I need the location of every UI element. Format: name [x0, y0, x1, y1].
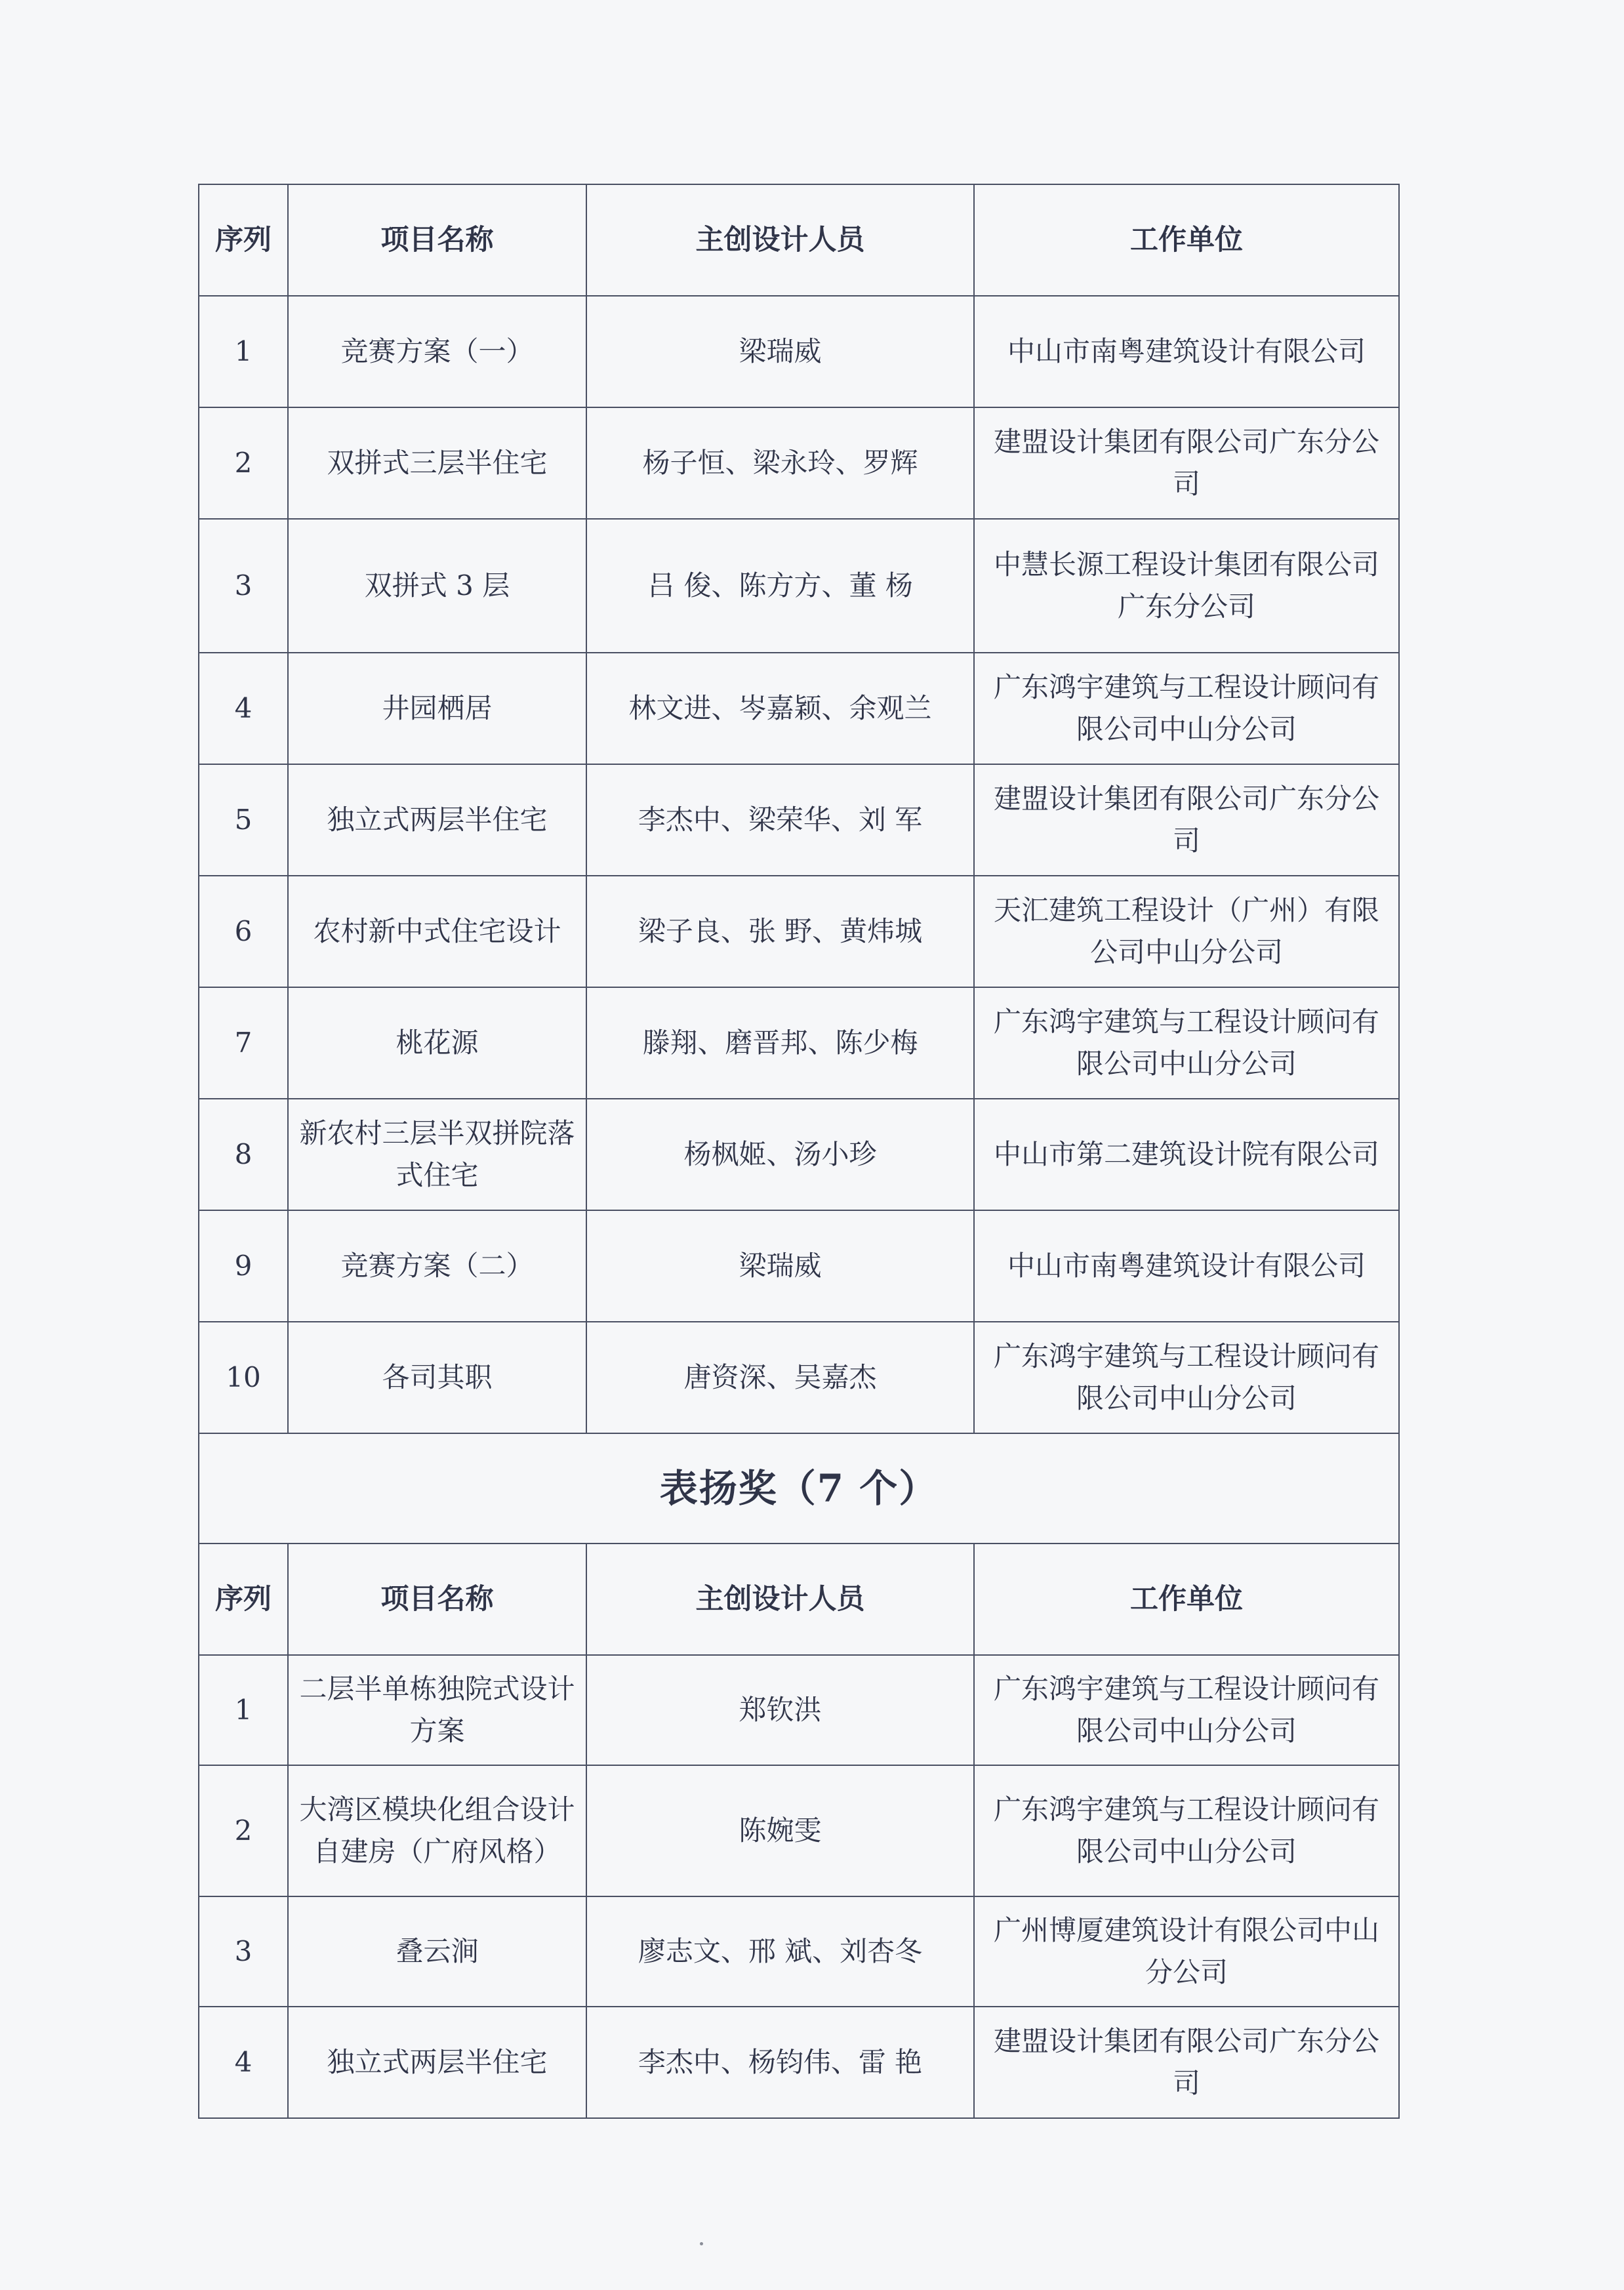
table-row — [199, 653, 1399, 764]
row-unit: 广东鸿宇建筑与工程设计顾问有限公司中山分公司 — [974, 1322, 1399, 1433]
row-seq: 2 — [199, 407, 288, 519]
row-project: 双拼式 3 层 — [288, 519, 586, 653]
row-project: 井园栖居 — [288, 653, 586, 764]
row-unit: 中山市第二建筑设计院有限公司 — [974, 1099, 1399, 1210]
table-row — [199, 1765, 1399, 1896]
row-unit: 广东鸿宇建筑与工程设计顾问有限公司中山分公司 — [974, 653, 1399, 764]
row-seq: 9 — [199, 1210, 288, 1322]
row-project: 双拼式三层半住宅 — [288, 407, 586, 519]
award-table — [198, 184, 1400, 2119]
row-designers: 梁子良、张 野、黄炜城 — [586, 876, 974, 987]
row-project: 各司其职 — [288, 1322, 586, 1433]
row-designers: 唐资深、吴嘉杰 — [586, 1322, 974, 1433]
table-row — [199, 407, 1399, 519]
row-seq: 4 — [199, 653, 288, 764]
row-designers: 林文进、岑嘉颖、余观兰 — [586, 653, 974, 764]
table-row — [199, 987, 1399, 1099]
row-unit: 中山市南粤建筑设计有限公司 — [974, 1210, 1399, 1322]
row-designers: 廖志文、邢 斌、刘杏冬 — [586, 1896, 974, 2007]
table-row — [199, 296, 1399, 407]
table-row — [199, 2007, 1399, 2118]
section-title-row — [199, 1433, 1399, 1544]
table-row — [199, 1099, 1399, 1210]
row-designers: 杨子恒、梁永玲、罗辉 — [586, 407, 974, 519]
table-header-row — [199, 184, 1399, 296]
row-seq: 10 — [199, 1322, 288, 1433]
row-seq: 3 — [199, 519, 288, 653]
row-unit: 建盟设计集团有限公司广东分公司 — [974, 764, 1399, 876]
row-designers: 杨枫姬、汤小珍 — [586, 1099, 974, 1210]
row-unit: 中山市南粤建筑设计有限公司 — [974, 296, 1399, 407]
scan-speck — [700, 2242, 703, 2245]
row-project: 新农村三层半双拼院落式住宅 — [288, 1099, 586, 1210]
row-project: 农村新中式住宅设计 — [288, 876, 586, 987]
header-project: 项目名称 — [288, 1544, 586, 1655]
row-seq: 6 — [199, 876, 288, 987]
row-seq: 3 — [199, 1896, 288, 2007]
row-seq: 1 — [199, 1655, 288, 1765]
row-seq: 2 — [199, 1765, 288, 1896]
row-seq: 4 — [199, 2007, 288, 2118]
row-designers: 李杰中、梁荣华、刘 军 — [586, 764, 974, 876]
table-row — [199, 1896, 1399, 2007]
row-designers: 吕 俊、陈方方、董 杨 — [586, 519, 974, 653]
row-project: 独立式两层半住宅 — [288, 2007, 586, 2118]
row-designers: 陈婉雯 — [586, 1765, 974, 1896]
table-row — [199, 1322, 1399, 1433]
table-row — [199, 876, 1399, 987]
row-unit: 广东鸿宇建筑与工程设计顾问有限公司中山分公司 — [974, 1655, 1399, 1765]
table-header-row — [199, 1544, 1399, 1655]
row-unit: 建盟设计集团有限公司广东分公司 — [974, 2007, 1399, 2118]
row-unit: 天汇建筑工程设计（广州）有限公司中山分公司 — [974, 876, 1399, 987]
row-seq: 8 — [199, 1099, 288, 1210]
row-unit: 广东鸿宇建筑与工程设计顾问有限公司中山分公司 — [974, 987, 1399, 1099]
row-designers: 梁瑞威 — [586, 1210, 974, 1322]
section-title: 表扬奖（7 个） — [199, 1433, 1399, 1544]
row-unit: 中慧长源工程设计集团有限公司广东分公司 — [974, 519, 1399, 653]
header-seq: 序列 — [199, 184, 288, 296]
row-seq: 5 — [199, 764, 288, 876]
row-project: 二层半单栋独院式设计方案 — [288, 1655, 586, 1765]
row-project: 独立式两层半住宅 — [288, 764, 586, 876]
row-project: 大湾区模块化组合设计自建房（广府风格） — [288, 1765, 586, 1896]
row-designers: 李杰中、杨钧伟、雷 艳 — [586, 2007, 974, 2118]
header-project: 项目名称 — [288, 184, 586, 296]
table-row — [199, 764, 1399, 876]
header-unit: 工作单位 — [974, 184, 1399, 296]
row-unit: 广州博厦建筑设计有限公司中山分公司 — [974, 1896, 1399, 2007]
row-project: 叠云涧 — [288, 1896, 586, 2007]
header-designers: 主创设计人员 — [586, 184, 974, 296]
header-designers: 主创设计人员 — [586, 1544, 974, 1655]
table-row — [199, 1655, 1399, 1765]
header-seq: 序列 — [199, 1544, 288, 1655]
row-designers: 滕翔、磨晋邦、陈少梅 — [586, 987, 974, 1099]
row-designers: 郑钦洪 — [586, 1655, 974, 1765]
row-project: 竞赛方案（一） — [288, 296, 586, 407]
table-row — [199, 519, 1399, 653]
row-designers: 梁瑞威 — [586, 296, 974, 407]
row-seq: 7 — [199, 987, 288, 1099]
row-project: 竞赛方案（二） — [288, 1210, 586, 1322]
header-unit: 工作单位 — [974, 1544, 1399, 1655]
table-row — [199, 1210, 1399, 1322]
row-seq: 1 — [199, 296, 288, 407]
row-unit: 广东鸿宇建筑与工程设计顾问有限公司中山分公司 — [974, 1765, 1399, 1896]
row-unit: 建盟设计集团有限公司广东分公司 — [974, 407, 1399, 519]
row-project: 桃花源 — [288, 987, 586, 1099]
